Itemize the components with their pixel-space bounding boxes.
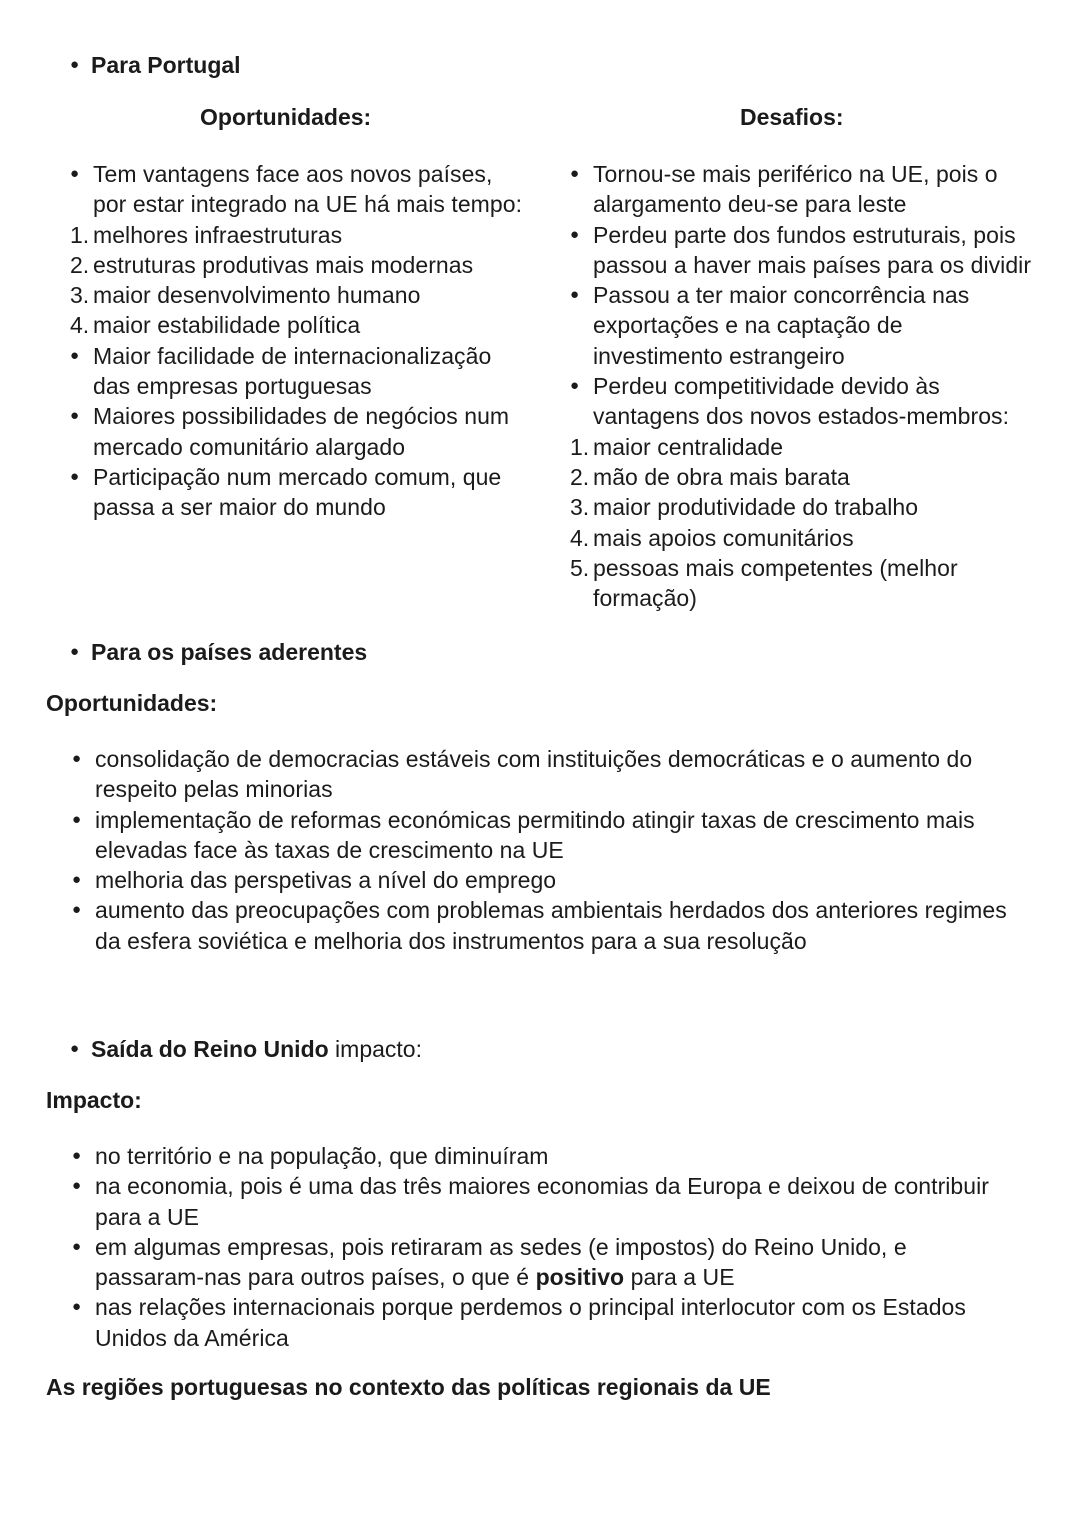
list-item <box>70 250 532 280</box>
list-item-text: mão de obra mais barata <box>593 463 850 490</box>
list-number: 5. <box>570 554 590 581</box>
list-item-text: maior estabilidade política <box>93 312 361 339</box>
list-item-text-after: para a UE <box>624 1264 735 1291</box>
list-item <box>72 1232 1020 1293</box>
bullet-icon: ● <box>70 165 80 182</box>
label-oportunidades: Oportunidades: <box>46 690 218 716</box>
list-item <box>570 462 1032 492</box>
bullet-icon: ● <box>72 1147 82 1164</box>
section-heading-aderentes <box>70 637 367 667</box>
list-item <box>70 310 532 340</box>
bullet-icon: ● <box>72 901 82 919</box>
list-item <box>72 895 1020 956</box>
list-item <box>72 744 1020 805</box>
list-number: 1. <box>570 433 590 460</box>
column-oportunidades <box>70 159 532 523</box>
list-item <box>72 1292 1020 1353</box>
list-item <box>72 805 1020 866</box>
bullet-icon: ● <box>570 377 580 395</box>
list-item-text-before: em algumas empresas, pois retiraram as sedes (e impostos) do Reino Unido, e passaram-nas para outros países, o que é <box>95 1233 907 1291</box>
bullet-icon: ● <box>72 750 82 767</box>
list-item-text: Perdeu competitividade devido às vantagens dos novos estados-membros: <box>593 373 1010 430</box>
list-number: 3. <box>70 282 90 309</box>
section-heading-brexit-rest: impacto: <box>328 1036 422 1062</box>
list-item <box>72 1141 1020 1171</box>
section-heading-aderentes-label: Para os países aderentes <box>91 639 368 665</box>
list-item-text: Maior facilidade de internacionalização das empresas portuguesas <box>93 342 492 400</box>
bullet-icon: ● <box>70 346 80 364</box>
list-number: 4. <box>70 312 90 339</box>
bullet-icon: ● <box>70 56 80 73</box>
list-item-text: Participação num mercado comum, que passa a ser maior do mundo <box>93 463 502 521</box>
list-item <box>70 462 532 523</box>
list-item-text: mais apoios comunitários <box>593 524 854 551</box>
list-item-text: maior produtividade do trabalho <box>593 494 919 521</box>
list-item-text: consolidação de democracias estáveis com instituições democráticas e o aumento do respeito pelas minorias <box>95 746 973 803</box>
list-item <box>570 280 1032 371</box>
list-item-text: Perdeu parte dos fundos estruturais, pois passou a haver mais países para os dividir <box>593 221 1032 278</box>
list-number: 3. <box>570 494 590 521</box>
list-brexit-impacto <box>72 1141 1020 1353</box>
list-item <box>570 432 1032 462</box>
list-item <box>570 371 1032 432</box>
bullet-icon: ● <box>570 225 580 243</box>
list-item-text: pessoas mais competentes (melhor formação) <box>593 554 958 612</box>
list-number: 1. <box>70 221 90 248</box>
list-item-text: estruturas produtivas mais modernas <box>93 251 474 278</box>
list-number: 4. <box>570 524 590 551</box>
list-item-text: melhoria das perspetivas a nível do emprego <box>95 867 557 894</box>
column-header-oportunidades: Oportunidades: <box>200 104 372 130</box>
list-item-text: nas relações internacionais porque perdemos o principal interlocutor com os Estados Unidos da América <box>95 1294 966 1351</box>
list-item <box>70 341 532 402</box>
final-heading: As regiões portuguesas no contexto das políticas regionais da UE <box>46 1374 771 1400</box>
bullet-icon: ● <box>70 1040 80 1057</box>
list-item <box>72 1171 1020 1232</box>
list-item-text: no território e na população, que diminuíram <box>95 1143 549 1169</box>
section-heading-portugal <box>70 50 241 80</box>
list-item <box>570 553 1032 614</box>
section-heading-brexit <box>70 1034 422 1064</box>
column-header-desafios: Desafios: <box>740 104 844 130</box>
list-number: 2. <box>70 251 90 278</box>
bullet-icon: ● <box>70 467 80 485</box>
bullet-icon: ● <box>72 810 82 828</box>
list-item <box>70 159 532 220</box>
list-item <box>570 220 1032 281</box>
list-item-text: maior centralidade <box>593 433 784 460</box>
list-item-text: melhores infraestruturas <box>93 221 343 248</box>
list-item <box>70 401 532 462</box>
list-item <box>72 865 1020 895</box>
list-item <box>70 280 532 310</box>
list-aderentes-oportunidades <box>72 744 1020 956</box>
bullet-icon: ● <box>70 407 80 425</box>
label-impacto: Impacto: <box>46 1087 142 1113</box>
list-item-text: implementação de reformas económicas permitindo atingir taxas de crescimento mais elevadas face às taxas de crescimento na UE <box>95 806 975 863</box>
list-item-text: maior desenvolvimento humano <box>93 282 421 309</box>
list-number: 2. <box>570 463 590 490</box>
list-item-text: aumento das preocupações com problemas ambientais herdados dos anteriores regimes da esfera soviética e melhoria dos instrumentos para a sua resolução <box>95 897 1007 954</box>
bullet-icon: ● <box>72 1177 82 1195</box>
bullet-icon: ● <box>72 871 82 889</box>
list-item <box>70 220 532 250</box>
bullet-icon: ● <box>70 643 80 660</box>
section-heading-brexit-bold: Saída do Reino Unido <box>91 1036 329 1062</box>
bullet-icon: ● <box>570 286 580 304</box>
list-item <box>570 492 1032 522</box>
bullet-icon: ● <box>570 165 580 182</box>
list-item-text: Passou a ter maior concorrência nas exportações e na captação de investimento estrangeiro <box>593 282 970 369</box>
column-desafios <box>570 159 1032 613</box>
list-item-text: Tornou-se mais periférico na UE, pois o alargamento deu-se para leste <box>593 161 998 218</box>
list-item-text: na economia, pois é uma das três maiores economias da Europa e deixou de contribuir para a UE <box>95 1173 989 1230</box>
bullet-icon: ● <box>72 1237 82 1255</box>
list-item-text: Tem vantagens face aos novos países, por estar integrado na UE há mais tempo: <box>93 161 523 218</box>
list-item-text-emphasis: positivo <box>535 1264 625 1291</box>
bullet-icon: ● <box>72 1298 82 1316</box>
list-item <box>570 523 1032 553</box>
list-item <box>570 159 1032 220</box>
section-heading-portugal-label: Para Portugal <box>91 52 241 78</box>
list-item-text: Maiores possibilidades de negócios num mercado comunitário alargado <box>93 403 510 460</box>
